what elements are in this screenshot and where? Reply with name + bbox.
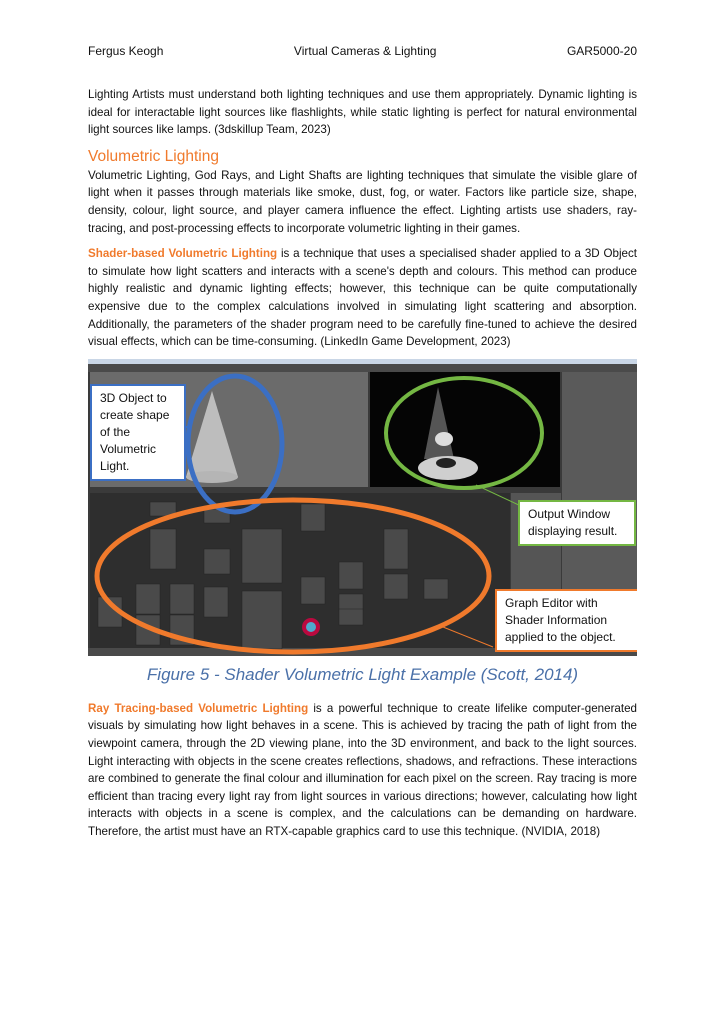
ray-tracing-text: is a powerful technique to create lifelike computer-generated visuals by simulating how light behaves in a scene. This is achieved by tracing the path of light from the viewpoint camera, through the 2D viewing plane, into the 3D environment, and back to the light sources. Light interacting with objects in the scene creates reflections, shadows, and refractions. These interactions are combined to generate the final colour and illumination for each pixel on the screen. Ray tracing is more efficient than tracing every light ray from light sources in various directions; however, calculating how light interacts with objects in a scene is complex, and the calculations can be demanding on hardware. Therefore, the artist must have an RTX-capable graphics card to use this technique. (NVIDIA, 2018)	[88, 701, 637, 838]
header-title: Virtual Cameras & Lighting	[293, 44, 437, 58]
term-shader-based: Shader-based Volumetric Lighting	[88, 247, 278, 261]
figure-caption: Figure 5 - Shader Volumetric Light Example (Scott, 2014)	[146, 664, 579, 684]
page-content	[88, 0, 637, 840]
figure-blender-screenshot	[88, 359, 637, 656]
shader-based-text: is a technique that uses a specialised shader applied to a 3D Object to simulate how light scatters and interacts with a scene's depth and colours. This method can produce highly realistic and dynamic lighting effects; however, this technique can be quite computationally expensive due to the complex calculations involved in simulating light scattering and absorption. Additionally, the parameters of the shader program need to be carefully fine-tuned to achieve the desired visual effects, which can be time-consuming. (LinkedIn Game Development, 2023)	[88, 247, 637, 349]
page-header	[88, 44, 637, 62]
term-ray-tracing: Ray Tracing-based Volumetric Lighting	[88, 701, 309, 715]
callout-graph-editor: Graph Editor with Shader Information applied to the object.	[495, 589, 637, 652]
callout-3d-object: 3D Object to create shape of the Volumetric Light.	[90, 384, 186, 481]
header-author: Fergus Keogh	[88, 44, 164, 58]
paragraph-volumetric: Volumetric Lighting, God Rays, and Light Shafts are lighting techniques that simulate the visible glare of light when it passes through materials like smoke, dust, fog, or water. Factors like particle size, shape, density, colour, light source, and player camera influence the effect. Lighting artists use shaders, ray-tracing, and post-processing effects to incorporate volumetric lighting in their games.	[88, 168, 637, 235]
paragraph-ray-tracing	[88, 700, 637, 841]
callout-output-window: Output Window displaying result.	[518, 500, 636, 546]
paragraph-lighting-artists: Lighting Artists must understand both lighting techniques and use them appropriately. Dynamic lighting is ideal for interactable light sources like flashlights, while static lighting is perfect for natural environmental light sources like lamps. (3dskillup Team, 2023)	[88, 88, 637, 137]
orange-ring	[97, 500, 489, 652]
section-heading: Volumetric Lighting	[88, 147, 219, 165]
cone-shape	[186, 391, 238, 477]
paragraph-shader-based	[88, 245, 637, 351]
light-beam	[424, 387, 454, 459]
header-code: GAR5000-20	[566, 44, 637, 58]
